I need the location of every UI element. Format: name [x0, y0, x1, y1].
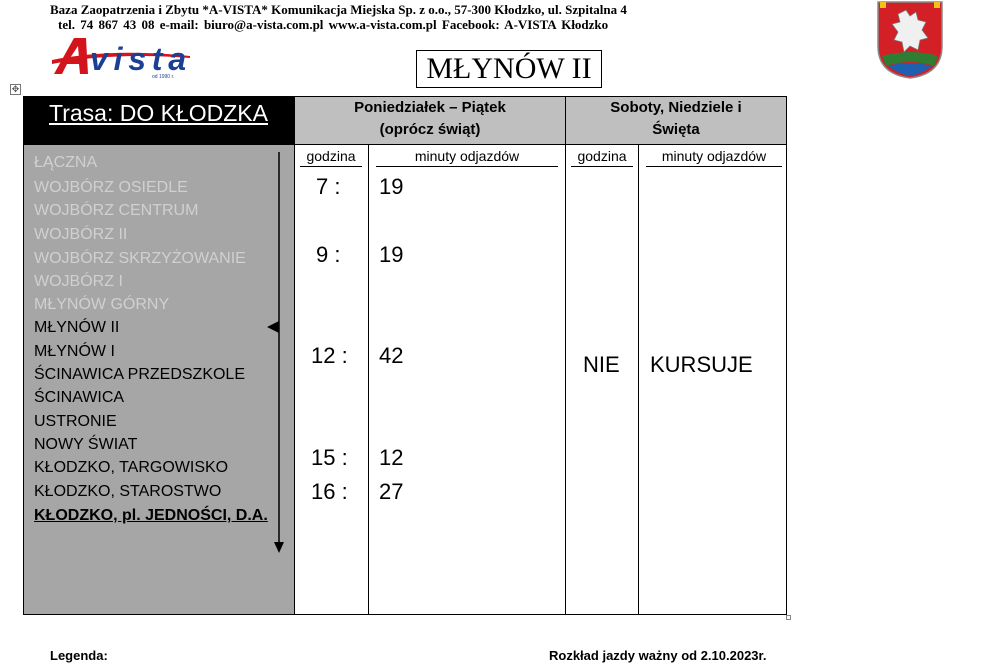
stop-name: WOJBÓRZ II: [34, 226, 128, 243]
departure-hour: 12 :: [311, 343, 348, 368]
departure-minutes: 27: [379, 479, 404, 504]
departure-hour: 7 :: [316, 174, 341, 199]
weekend-hour-column-header: godzina: [577, 148, 627, 164]
weekend-header-line1: Soboty, Niedziele i: [610, 99, 742, 116]
weekday-header: [295, 97, 565, 144]
page-title: MŁYNÓW II: [416, 50, 602, 88]
svg-text:od 1990 r.: od 1990 r.: [152, 74, 175, 80]
svg-text:vista: vista: [90, 41, 186, 77]
departure-hour: 15 :: [311, 445, 348, 470]
departure-minutes: 42: [379, 343, 404, 368]
column-header-underline: [300, 166, 362, 167]
header-divider: [24, 144, 786, 145]
weekend-no-service-label: KURSUJE: [650, 352, 753, 377]
stop-name: KŁODZKO, STAROSTWO: [34, 483, 222, 500]
company-contacts: tel. 74 867 43 08 e-mail: biuro@a-vista.com.pl www.a-vista.com.pl Facebook: A-VISTA Kłodzko: [58, 17, 609, 32]
column-header-underline: [571, 166, 633, 167]
table-move-handle-icon[interactable]: ✥: [11, 84, 20, 94]
route-title: Trasa: DO KŁODZKA: [49, 100, 268, 126]
column-divider: [294, 97, 295, 614]
company-address: Baza Zaopatrzenia i Zbytu *A-VISTA* Komunikacja Miejska Sp. z o.o., 57-300 Kłodzko, ul. Szpitalna 4: [50, 2, 627, 17]
stop-name: NOWY ŚWIAT: [34, 436, 138, 453]
stop-name-final: KŁODZKO, pl. JEDNOŚCI, D.A.: [34, 507, 268, 524]
column-divider: [565, 97, 566, 614]
column-header-underline: [376, 166, 558, 167]
weekday-minutes-column-header: minuty odjazdów: [414, 148, 520, 164]
stop-name-current: MŁYNÓW II: [34, 319, 120, 336]
table-resize-handle-icon[interactable]: [786, 615, 791, 620]
weekend-header: [566, 97, 786, 144]
weekday-header-line2: (oprócz świąt): [379, 121, 481, 138]
column-header-underline: [646, 166, 782, 167]
legend-label: Legenda:: [50, 648, 108, 663]
validity-note: Rozkład jazdy ważny od 2.10.2023r.: [549, 648, 767, 663]
departure-minutes: 19: [379, 174, 404, 199]
weekday-header-line1: Poniedziałek – Piątek: [354, 99, 506, 116]
departure-minutes: 12: [379, 445, 404, 470]
weekend-header-line2: Święta: [652, 121, 700, 138]
stop-name: WOJBÓRZ OSIEDLE: [34, 179, 188, 196]
route-direction-arrow-icon: [264, 150, 288, 555]
stop-name: KŁODZKO, TARGOWISKO: [34, 459, 229, 476]
weekend-minutes-column-header: minuty odjazdów: [661, 148, 767, 164]
stop-name: WOJBÓRZ CENTRUM: [34, 202, 199, 219]
avista-logo: [52, 34, 192, 80]
departure-minutes: 19: [379, 242, 404, 267]
column-divider: [368, 145, 369, 614]
stop-name: ŚCINAWICA: [34, 389, 125, 406]
departure-hour: 16 :: [311, 479, 348, 504]
departure-hour: 9 :: [316, 242, 341, 267]
stop-name: WOJBÓRZ I: [34, 273, 123, 290]
coat-of-arms-emblem: [876, 0, 944, 80]
stop-name: WOJBÓRZ SKRZYŻOWANIE: [34, 250, 246, 267]
weekend-no-service: NIE: [583, 352, 620, 377]
stop-name: USTRONIE: [34, 413, 117, 430]
stop-name: ŚCINAWICA PRZEDSZKOLE: [34, 366, 245, 383]
column-divider: [638, 145, 639, 614]
stop-name: MŁYNÓW I: [34, 343, 115, 360]
route-header: [24, 97, 294, 144]
stop-name: ŁĄCZNA: [34, 154, 98, 171]
weekday-hour-column-header: godzina: [306, 148, 356, 164]
stop-name: MŁYNÓW GÓRNY: [34, 296, 170, 313]
